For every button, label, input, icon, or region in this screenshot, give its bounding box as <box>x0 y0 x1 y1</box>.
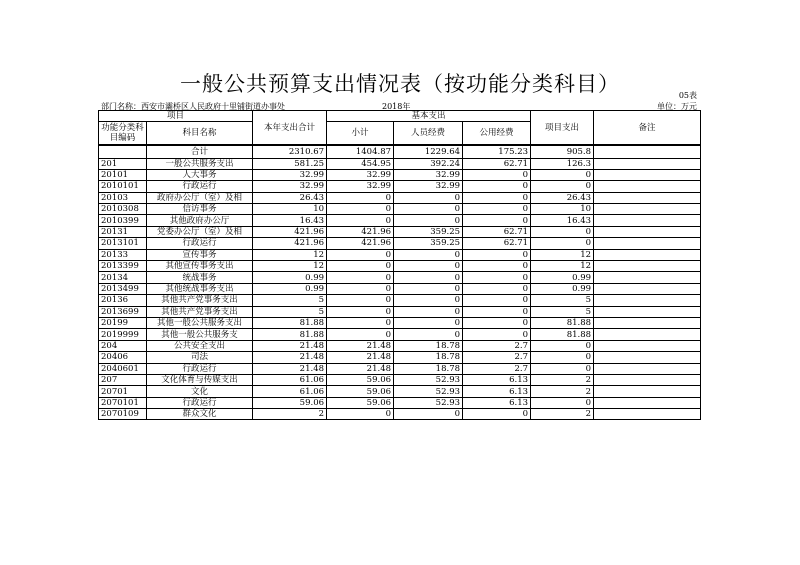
cell-personnel: 0 <box>394 192 463 203</box>
cell-personnel: 359.25 <box>394 226 463 237</box>
cell-name: 其他一般公共服务支 <box>147 329 253 340</box>
cell-personnel: 52.93 <box>394 374 463 385</box>
header-name: 科目名称 <box>147 122 253 146</box>
table-code: 05表 <box>678 91 697 100</box>
header-code: 功能分类科目编码 <box>99 122 147 146</box>
cell-personnel: 0 <box>394 295 463 306</box>
cell-code: 2040601 <box>99 363 147 374</box>
cell-name: 其他政府办公厅 <box>147 215 253 226</box>
cell-total: 2 <box>253 409 327 420</box>
cell-name: 合计 <box>147 145 253 158</box>
cell-subtotal: 0 <box>327 204 394 215</box>
cell-personnel: 52.93 <box>394 397 463 408</box>
table-row <box>99 329 701 340</box>
cell-name: 其他一般公共服务支出 <box>147 317 253 328</box>
table-row <box>99 158 701 169</box>
cell-public: 0 <box>463 204 531 215</box>
table-row <box>99 238 701 249</box>
cell-remark <box>594 249 701 260</box>
cell-subtotal: 32.99 <box>327 181 394 192</box>
table-row <box>99 352 701 363</box>
cell-name: 行政运行 <box>147 397 253 408</box>
cell-total: 5 <box>253 295 327 306</box>
cell-personnel: 0 <box>394 306 463 317</box>
cell-public: 62.71 <box>463 226 531 237</box>
cell-project: 0.99 <box>531 272 594 283</box>
table-row <box>99 226 701 237</box>
cell-code: 2013399 <box>99 261 147 272</box>
cell-remark <box>594 158 701 169</box>
header-basic: 基本支出 <box>327 111 531 122</box>
cell-code: 20406 <box>99 352 147 363</box>
cell-total: 421.96 <box>253 238 327 249</box>
cell-remark <box>594 340 701 351</box>
cell-personnel: 18.78 <box>394 363 463 374</box>
cell-project: 126.3 <box>531 158 594 169</box>
header-total: 本年支出合计 <box>253 111 327 146</box>
cell-remark <box>594 409 701 420</box>
cell-name: 文化体育与传媒支出 <box>147 374 253 385</box>
table-row <box>99 363 701 374</box>
cell-remark <box>594 272 701 283</box>
cell-personnel: 0 <box>394 409 463 420</box>
table-row <box>99 145 701 158</box>
cell-project: 10 <box>531 204 594 215</box>
table-row <box>99 317 701 328</box>
cell-subtotal: 0 <box>327 317 394 328</box>
table-row <box>99 204 701 215</box>
cell-personnel: 32.99 <box>394 181 463 192</box>
cell-project: 26.43 <box>531 192 594 203</box>
cell-personnel: 1229.64 <box>394 145 463 158</box>
cell-project: 0 <box>531 340 594 351</box>
cell-code: 20199 <box>99 317 147 328</box>
cell-personnel: 0 <box>394 329 463 340</box>
cell-name: 司法 <box>147 352 253 363</box>
table-row <box>99 295 701 306</box>
cell-remark <box>594 374 701 385</box>
cell-personnel: 359.25 <box>394 238 463 249</box>
cell-subtotal: 0 <box>327 409 394 420</box>
cell-total: 12 <box>253 249 327 260</box>
cell-code: 20701 <box>99 386 147 397</box>
header-project: 项目 <box>99 111 253 122</box>
cell-public: 6.13 <box>463 374 531 385</box>
cell-total: 21.48 <box>253 340 327 351</box>
header-subtotal: 小计 <box>327 122 394 146</box>
department-name: 部门名称：西安市灞桥区人民政府十里铺街道办事处 <box>101 102 285 111</box>
cell-total: 2310.67 <box>253 145 327 158</box>
table-row <box>99 386 701 397</box>
cell-total: 581.25 <box>253 158 327 169</box>
cell-code: 2010399 <box>99 215 147 226</box>
cell-subtotal: 0 <box>327 192 394 203</box>
cell-name: 政府办公厅（室）及相 <box>147 192 253 203</box>
cell-name: 人大事务 <box>147 169 253 180</box>
cell-total: 21.48 <box>253 363 327 374</box>
cell-total: 59.06 <box>253 397 327 408</box>
cell-subtotal: 0 <box>327 295 394 306</box>
cell-code: 2013101 <box>99 238 147 249</box>
cell-remark <box>594 215 701 226</box>
cell-name: 党委办公厅（室）及相 <box>147 226 253 237</box>
cell-code: 207 <box>99 374 147 385</box>
cell-remark <box>594 169 701 180</box>
cell-subtotal: 32.99 <box>327 169 394 180</box>
cell-code: 2070109 <box>99 409 147 420</box>
cell-subtotal: 0 <box>327 306 394 317</box>
table-row <box>99 397 701 408</box>
cell-public: 0 <box>463 181 531 192</box>
cell-total: 10 <box>253 204 327 215</box>
cell-project: 0.99 <box>531 283 594 294</box>
cell-public: 0 <box>463 192 531 203</box>
table-row <box>99 306 701 317</box>
cell-project: 0 <box>531 363 594 374</box>
cell-public: 62.71 <box>463 158 531 169</box>
cell-total: 61.06 <box>253 386 327 397</box>
cell-remark <box>594 261 701 272</box>
cell-public: 0 <box>463 317 531 328</box>
table-row <box>99 409 701 420</box>
cell-public: 175.23 <box>463 145 531 158</box>
cell-subtotal: 0 <box>327 249 394 260</box>
cell-public: 0 <box>463 409 531 420</box>
cell-project: 0 <box>531 238 594 249</box>
cell-remark <box>594 181 701 192</box>
cell-project: 2 <box>531 386 594 397</box>
cell-subtotal: 1404.87 <box>327 145 394 158</box>
cell-code: 2010101 <box>99 181 147 192</box>
cell-project: 12 <box>531 261 594 272</box>
cell-subtotal: 59.06 <box>327 386 394 397</box>
cell-remark <box>594 363 701 374</box>
cell-personnel: 392.24 <box>394 158 463 169</box>
cell-remark <box>594 283 701 294</box>
cell-code: 20134 <box>99 272 147 283</box>
cell-public: 0 <box>463 329 531 340</box>
cell-project: 5 <box>531 306 594 317</box>
cell-total: 5 <box>253 306 327 317</box>
cell-public: 6.13 <box>463 386 531 397</box>
cell-code: 20131 <box>99 226 147 237</box>
cell-personnel: 0 <box>394 261 463 272</box>
cell-personnel: 0 <box>394 204 463 215</box>
cell-name: 群众文化 <box>147 409 253 420</box>
cell-total: 0.99 <box>253 283 327 294</box>
cell-project: 2 <box>531 409 594 420</box>
cell-total: 0.99 <box>253 272 327 283</box>
cell-personnel: 0 <box>394 283 463 294</box>
table-row <box>99 215 701 226</box>
cell-total: 421.96 <box>253 226 327 237</box>
cell-name: 其他统战事务支出 <box>147 283 253 294</box>
cell-subtotal: 0 <box>327 215 394 226</box>
cell-personnel: 0 <box>394 215 463 226</box>
cell-subtotal: 59.06 <box>327 397 394 408</box>
cell-total: 26.43 <box>253 192 327 203</box>
cell-remark <box>594 238 701 249</box>
cell-total: 81.88 <box>253 329 327 340</box>
cell-code: 20103 <box>99 192 147 203</box>
cell-remark <box>594 226 701 237</box>
cell-project: 2 <box>531 374 594 385</box>
cell-name: 行政运行 <box>147 363 253 374</box>
cell-public: 0 <box>463 272 531 283</box>
cell-project: 0 <box>531 397 594 408</box>
cell-total: 12 <box>253 261 327 272</box>
cell-subtotal: 421.96 <box>327 238 394 249</box>
cell-personnel: 32.99 <box>394 169 463 180</box>
cell-personnel: 18.78 <box>394 352 463 363</box>
cell-project: 81.88 <box>531 329 594 340</box>
cell-project: 0 <box>531 226 594 237</box>
table-row <box>99 340 701 351</box>
header-remarks: 备注 <box>594 111 701 146</box>
cell-code: 20101 <box>99 169 147 180</box>
header-public: 公用经费 <box>463 122 531 146</box>
table-row <box>99 249 701 260</box>
header-project-expenditure: 项目支出 <box>531 111 594 146</box>
cell-project: 905.8 <box>531 145 594 158</box>
cell-name: 公共安全支出 <box>147 340 253 351</box>
cell-public: 0 <box>463 295 531 306</box>
cell-code: 20133 <box>99 249 147 260</box>
cell-subtotal: 454.95 <box>327 158 394 169</box>
cell-public: 2.7 <box>463 340 531 351</box>
cell-remark <box>594 329 701 340</box>
cell-subtotal: 0 <box>327 272 394 283</box>
cell-name: 宣传事务 <box>147 249 253 260</box>
cell-name: 其他宣传事务支出 <box>147 261 253 272</box>
budget-table <box>98 110 701 420</box>
cell-personnel: 0 <box>394 317 463 328</box>
cell-personnel: 18.78 <box>394 340 463 351</box>
table-row <box>99 169 701 180</box>
cell-personnel: 0 <box>394 272 463 283</box>
cell-remark <box>594 204 701 215</box>
cell-name: 其他共产党事务支出 <box>147 295 253 306</box>
budget-year: 2018年 <box>382 102 411 111</box>
cell-code: 204 <box>99 340 147 351</box>
cell-public: 0 <box>463 169 531 180</box>
cell-project: 12 <box>531 249 594 260</box>
cell-project: 5 <box>531 295 594 306</box>
cell-public: 6.13 <box>463 397 531 408</box>
cell-public: 2.7 <box>463 352 531 363</box>
cell-remark <box>594 317 701 328</box>
cell-personnel: 52.93 <box>394 386 463 397</box>
cell-subtotal: 21.48 <box>327 340 394 351</box>
cell-total: 16.43 <box>253 215 327 226</box>
table-row <box>99 181 701 192</box>
cell-subtotal: 0 <box>327 329 394 340</box>
cell-code: 2070101 <box>99 397 147 408</box>
table-row <box>99 192 701 203</box>
table-row <box>99 261 701 272</box>
cell-name: 行政运行 <box>147 238 253 249</box>
cell-remark <box>594 352 701 363</box>
cell-remark <box>594 295 701 306</box>
cell-name: 文化 <box>147 386 253 397</box>
cell-project: 16.43 <box>531 215 594 226</box>
cell-name: 其他共产党事务支出 <box>147 306 253 317</box>
cell-public: 2.7 <box>463 363 531 374</box>
cell-subtotal: 421.96 <box>327 226 394 237</box>
cell-name: 信访事务 <box>147 204 253 215</box>
cell-total: 61.06 <box>253 374 327 385</box>
cell-personnel: 0 <box>394 249 463 260</box>
cell-public: 62.71 <box>463 238 531 249</box>
cell-code: 2010308 <box>99 204 147 215</box>
cell-public: 0 <box>463 306 531 317</box>
header-personnel: 人员经费 <box>394 122 463 146</box>
cell-subtotal: 0 <box>327 261 394 272</box>
cell-remark <box>594 145 701 158</box>
cell-code: 20136 <box>99 295 147 306</box>
cell-remark <box>594 306 701 317</box>
page-title: 一般公共预算支出情况表（按功能分类科目） <box>180 72 620 96</box>
cell-subtotal: 0 <box>327 283 394 294</box>
cell-code: 2019999 <box>99 329 147 340</box>
table-row <box>99 283 701 294</box>
cell-project: 0 <box>531 352 594 363</box>
cell-public: 0 <box>463 249 531 260</box>
cell-subtotal: 21.48 <box>327 352 394 363</box>
cell-code: 201 <box>99 158 147 169</box>
cell-subtotal: 21.48 <box>327 363 394 374</box>
cell-code <box>99 145 147 158</box>
cell-project: 81.88 <box>531 317 594 328</box>
cell-total: 21.48 <box>253 352 327 363</box>
cell-public: 0 <box>463 283 531 294</box>
cell-public: 0 <box>463 261 531 272</box>
cell-code: 2013499 <box>99 283 147 294</box>
cell-name: 一般公共服务支出 <box>147 158 253 169</box>
cell-remark <box>594 397 701 408</box>
cell-name: 统战事务 <box>147 272 253 283</box>
cell-name: 行政运行 <box>147 181 253 192</box>
cell-total: 32.99 <box>253 181 327 192</box>
cell-total: 81.88 <box>253 317 327 328</box>
currency-unit: 单位：万元 <box>657 102 697 111</box>
table-row <box>99 374 701 385</box>
cell-remark <box>594 192 701 203</box>
table-row <box>99 272 701 283</box>
cell-code: 2013699 <box>99 306 147 317</box>
cell-total: 32.99 <box>253 169 327 180</box>
cell-public: 0 <box>463 215 531 226</box>
cell-project: 0 <box>531 181 594 192</box>
cell-project: 0 <box>531 169 594 180</box>
cell-remark <box>594 386 701 397</box>
cell-subtotal: 59.06 <box>327 374 394 385</box>
